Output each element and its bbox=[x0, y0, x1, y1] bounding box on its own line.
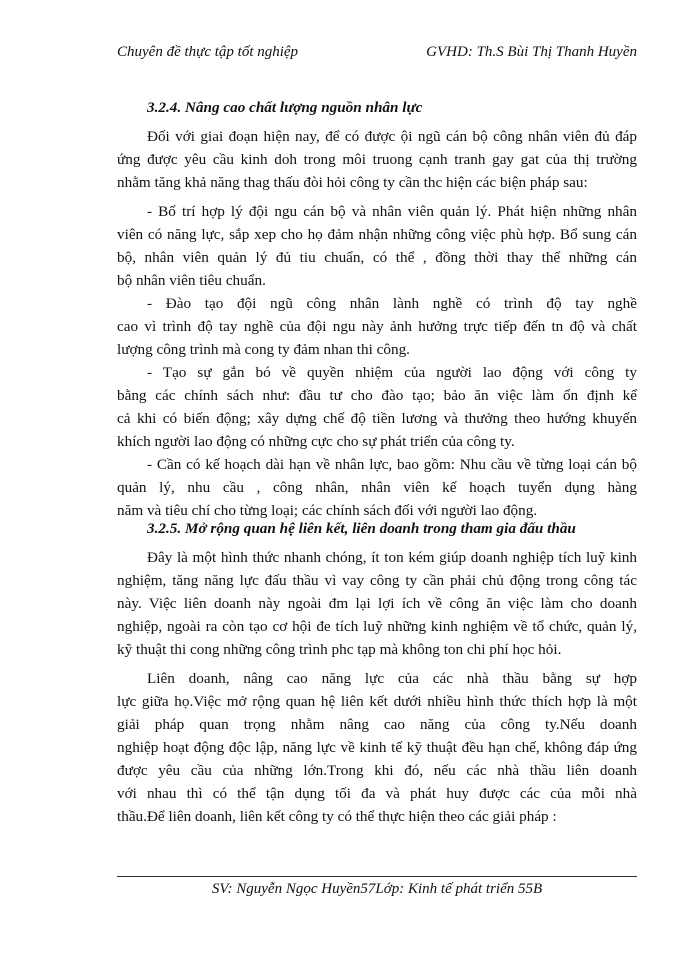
section-heading-3-2-4: 3.2.4. Nâng cao chất lượng nguồn nhân lực bbox=[147, 99, 423, 116]
paragraph-line: với nhau thì có thể tận dụng tối đa và phát huy được các của mỗi nhà bbox=[117, 785, 637, 802]
paragraph-line: - Bố trí hợp lý đội ngu cán bộ và nhân viên quản lý. Phát hiện những nhân bbox=[147, 203, 637, 220]
paragraph-line: - Đào tạo đội ngũ công nhân lành nghề có trình độ tay nghề bbox=[147, 295, 637, 312]
footer-divider bbox=[117, 876, 637, 877]
header-title: Chuyên đề thực tập tốt nghiệp bbox=[117, 44, 299, 60]
paragraph-line: nhằm tăng khả năng thag thấu đòi hỏi công ty cần thc hiện các biện pháp sau: bbox=[117, 174, 588, 191]
paragraph-line: cả khi có biến động; xây dựng chế độ tiền lương và thưởng theo hướng khuyến bbox=[117, 410, 637, 427]
paragraph-line: nghiệm, tăng năng lực đấu thầu vì vay công ty cần phải chủ động trong công tác bbox=[117, 572, 637, 589]
paragraph-line: nghiệp hoạt động độc lập, năng lực về kinh tế kỹ thuật đều hạn chế, không đáp ứng bbox=[117, 739, 637, 756]
paragraph-line: khích người lao động có những cực cho sự phát triển của công ty. bbox=[117, 433, 515, 450]
paragraph-line: được yêu cầu của những lớn.Trong khi đó, nếu các nhà thầu liên doanh bbox=[117, 762, 637, 779]
paragraph-line: ứng được yêu cầu kinh doh trong môi truong cạnh tranh gay gat của thị trường bbox=[117, 151, 637, 168]
page-footer: SV: Nguyễn Ngọc Huyền57Lớp: Kinh tế phát triển 55B bbox=[211, 881, 543, 897]
page-header bbox=[117, 44, 637, 66]
paragraph-line: - Tạo sự gắn bó về quyền nhiệm của người lao động với công ty bbox=[147, 364, 637, 381]
paragraph-line: lượng công trình mà cong ty đảm nhan thi công. bbox=[117, 341, 410, 358]
paragraph-line: nghiệp, ngoài ra còn tạo cơ hội đe tích luỹ những kinh nghiệm về tổ chức, quản lý, bbox=[117, 618, 637, 635]
header-advisor: GVHD: Th.S Bùi Thị Thanh Huyền bbox=[426, 44, 637, 60]
paragraph-line: kỹ thuật thi cong những công trình phc tạp mà không ton chi phí học hỏi. bbox=[117, 641, 562, 658]
paragraph-line: lực giữa họ.Việc mở rộng quan hệ liên kết dưới nhiều hình thức thích hợp là một bbox=[117, 693, 637, 710]
paragraph-line: Đối với giai đoạn hiện nay, để có được ội ngũ cán bộ công nhân viên đủ đáp bbox=[147, 128, 637, 145]
paragraph-line: - Cần có kế hoạch dài hạn về nhân lực, bao gồm: Nhu cầu về từng loại cán bộ bbox=[147, 456, 637, 473]
paragraph-line: thầu.Để liên doanh, liên kết công ty có thể thực hiện theo các giải pháp : bbox=[117, 808, 557, 825]
paragraph-line: này. Việc liên doanh này ngoài đm lại lợi ích về công ăn việc làm cho doanh bbox=[117, 595, 637, 612]
paragraph-line: bằng các chính sách như: đầu tư cho đào tạo; bảo ăn việc làm ổn định kể bbox=[117, 387, 637, 404]
paragraph-line: bộ, nhân viên quản lý đủ tiu chuẩn, có thể , đồng thời thay thế những cán bbox=[117, 249, 637, 266]
paragraph-line: viên có năng lực, sắp xep cho họ đảm nhận những công việc phù hợp. Bổ sung cán bbox=[117, 226, 637, 243]
paragraph-line: bộ nhân viên tiêu chuẩn. bbox=[117, 272, 266, 289]
paragraph-line: giải pháp quan trọng nhằm nâng cao năng của công ty.Nếu doanh bbox=[117, 716, 637, 733]
paragraph-line: cao vì trình độ tay nghề của đội ngu này ảnh hưởng trực tiếp đến tn độ và chất bbox=[117, 318, 637, 335]
paragraph-line: năm và tiêu chí cho từng loại; các chính sách đối với người lao động. bbox=[117, 502, 538, 519]
section-heading-3-2-5: 3.2.5. Mở rộng quan hệ liên kết, liên doanh trong tham gia đấu thầu bbox=[147, 520, 576, 537]
paragraph-line: Liên doanh, nâng cao năng lực của các nhà thầu bằng sự hợp bbox=[147, 670, 637, 687]
paragraph-line: Đây là một hình thức nhanh chóng, ít ton kém giúp doanh nghiệp tích luỹ kinh bbox=[147, 549, 637, 566]
paragraph-line: quản lý, nhu cầu , công nhân, nhân viên kế hoạch tuyển dụng hàng bbox=[117, 479, 637, 496]
